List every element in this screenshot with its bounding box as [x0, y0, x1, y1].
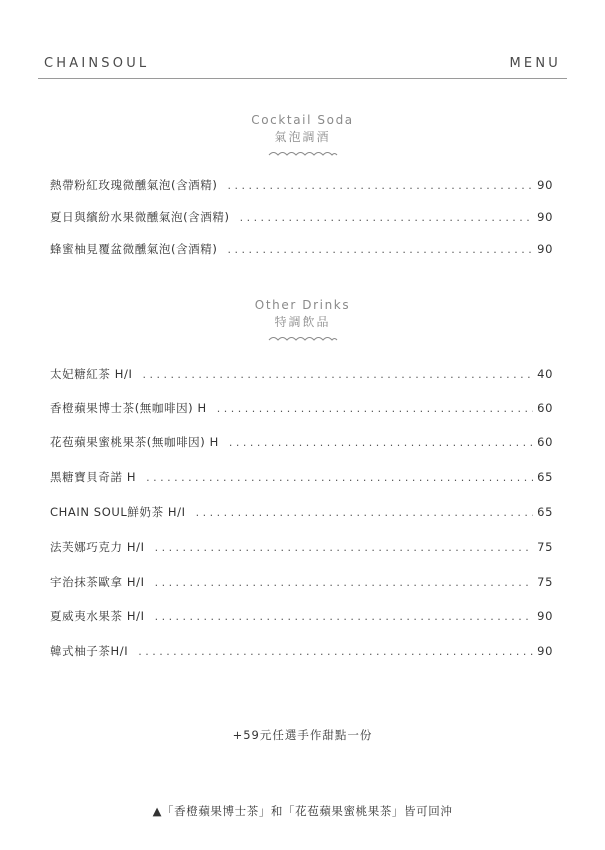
section-title-zh: 特調飲品	[274, 315, 331, 329]
item-price: 65	[537, 470, 553, 484]
menu-item	[50, 643, 553, 661]
dessert-addon-note: +59元任選手作甜點一份	[232, 728, 373, 742]
section-header-cocktail-soda	[0, 112, 605, 160]
menu-item	[50, 241, 553, 259]
dot-leader	[196, 506, 534, 519]
dot-leader	[227, 179, 533, 192]
item-price: 60	[537, 435, 553, 449]
header-bar	[38, 56, 567, 79]
item-name: 韓式柚子茶H/I	[50, 644, 129, 658]
menu-item	[50, 608, 553, 626]
section-title-zh: 氣泡調酒	[274, 130, 331, 144]
item-name: 法芙娜巧克力 H/I	[50, 540, 145, 554]
dot-leader	[240, 211, 534, 224]
item-price: 60	[537, 401, 553, 415]
dot-leader	[217, 402, 533, 415]
item-name: 黑糖寶貝奇諾 H	[50, 470, 137, 484]
item-name: 蜂蜜柚見覆盆微醺氣泡(含酒精)	[50, 242, 218, 256]
dot-leader	[155, 610, 534, 623]
section-title-en: Cocktail Soda	[251, 113, 354, 127]
dot-leader	[138, 645, 533, 658]
item-price: 75	[537, 575, 553, 589]
section-header-other-drinks	[0, 297, 605, 345]
item-price: 75	[537, 540, 553, 554]
brand-name: CHAINSOUL	[44, 56, 150, 71]
item-name: 香橙蘋果博士茶(無咖啡因) H	[50, 401, 207, 415]
item-price: 40	[537, 367, 553, 381]
menu-item	[50, 177, 553, 195]
dot-leader	[142, 368, 533, 381]
menu-item	[50, 469, 553, 487]
item-price: 90	[537, 242, 553, 256]
item-name: 熱帶粉紅玫瑰微醺氣泡(含酒精)	[50, 178, 218, 192]
wave-ornament-icon	[268, 150, 338, 160]
item-name: 夏威夷水果茶 H/I	[50, 609, 145, 623]
menu-item	[50, 366, 553, 384]
item-price: 65	[537, 505, 553, 519]
refill-footnote: ▲「香橙蘋果博士茶」和「花苞蘋果蜜桃果茶」皆可回沖	[152, 804, 453, 818]
item-price: 90	[537, 178, 553, 192]
item-price: 90	[537, 644, 553, 658]
menu-item	[50, 209, 553, 227]
item-name: 宇治抹茶歐拿 H/I	[50, 575, 145, 589]
dot-leader	[227, 243, 533, 256]
menu-item	[50, 504, 553, 522]
dot-leader	[229, 436, 533, 449]
section-title-en: Other Drinks	[254, 298, 351, 312]
menu-item	[50, 574, 553, 592]
menu-item	[50, 434, 553, 452]
menu-label: MENU	[509, 56, 561, 71]
item-name: 花苞蘋果蜜桃果茶(無咖啡因) H	[50, 435, 219, 449]
item-price: 90	[537, 210, 553, 224]
menu-item	[50, 539, 553, 557]
item-name: CHAIN SOUL鮮奶茶 H/I	[50, 505, 186, 519]
wave-ornament-icon	[268, 335, 338, 345]
dot-leader	[146, 471, 533, 484]
dot-leader	[155, 541, 534, 554]
item-price: 90	[537, 609, 553, 623]
dot-leader	[155, 576, 534, 589]
menu-item	[50, 400, 553, 418]
item-name: 太妃糖紅茶 H/I	[50, 367, 133, 381]
item-name: 夏日與繽紛水果微醺氣泡(含酒精)	[50, 210, 230, 224]
